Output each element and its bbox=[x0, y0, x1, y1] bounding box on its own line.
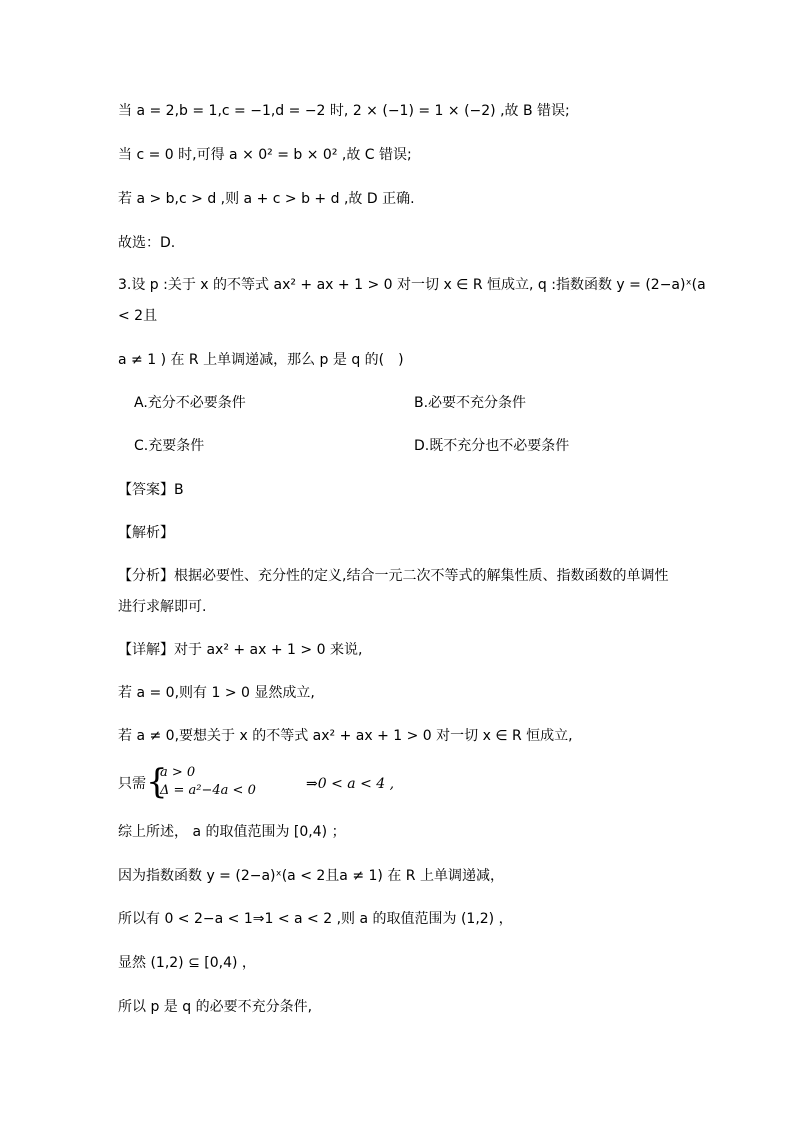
option-b: B.必要不充分条件 bbox=[414, 395, 527, 411]
text-line-choice: 故选：D. bbox=[118, 235, 176, 251]
detail-line-2: 若 a = 0,则有 1 > 0 显然成立, bbox=[118, 685, 315, 701]
summary-line-2: 因为指数函数 y = (2−a)ˣ(a < 2且a ≠ 1) 在 R 上单调递减， bbox=[118, 868, 504, 884]
analysis-heading: 【解析】 bbox=[118, 525, 174, 541]
question-3-line-2: < 2且 bbox=[118, 308, 158, 324]
option-d: D.既不充分也不必要条件 bbox=[414, 438, 570, 454]
option-c: C.充要条件 bbox=[134, 438, 205, 454]
text-line-case-b: 当 a = 2,b = 1,c = −1,d = −2 时, 2 × (−1) = 1 × (−2) ,故 B 错误; bbox=[118, 103, 570, 119]
summary-line-5: 所以 p 是 q 的必要不充分条件, bbox=[118, 999, 313, 1015]
system-row-2: Δ = a²−4a < 0 bbox=[160, 783, 256, 798]
left-brace: { bbox=[146, 762, 168, 802]
summary-line-1: 综上所述， a 的取值范围为 [0,4) ； bbox=[118, 824, 346, 840]
detail-line-1: 【详解】对于 ax² + ax + 1 > 0 来说, bbox=[118, 642, 363, 658]
text-line-case-d: 若 a > b,c > d ,则 a + c > b + d ,故 D 正确. bbox=[118, 191, 415, 207]
analysis-line-1: 【分析】根据必要性、充分性的定义,结合一元二次不等式的解集性质、指数函数的单调性 bbox=[118, 568, 669, 584]
system-result: ⇒0 < a < 4 , bbox=[306, 776, 395, 792]
text-line-case-c: 当 c = 0 时,可得 a × 0² = b × 0² ,故 C 错误; bbox=[118, 147, 412, 163]
question-3-line-3: a ≠ 1 ) 在 R 上单调递减，那么 p 是 q 的( ) bbox=[118, 352, 404, 368]
question-3-line-1: 3.设 p :关于 x 的不等式 ax² + ax + 1 > 0 对一切 x ∈ R 恒成立, q :指数函数 y = (2−a)ˣ(a bbox=[118, 277, 706, 293]
summary-line-4: 显然 (1,2) ⊆ [0,4) ， bbox=[118, 955, 256, 971]
detail-line-3: 若 a ≠ 0,要想关于 x 的不等式 ax² + ax + 1 > 0 对一切 x ∈ R 恒成立, bbox=[118, 728, 573, 744]
system-lead: 只需 bbox=[118, 776, 146, 792]
system-row-1: a > 0 bbox=[160, 765, 196, 780]
option-a: A.充分不必要条件 bbox=[134, 395, 246, 411]
answer-line: 【答案】B bbox=[118, 482, 184, 498]
summary-line-3: 所以有 0 < 2−a < 1⇒1 < a < 2 ,则 a 的取值范围为 (1,2) ， bbox=[118, 911, 513, 927]
analysis-line-2: 进行求解即可. bbox=[118, 599, 207, 615]
